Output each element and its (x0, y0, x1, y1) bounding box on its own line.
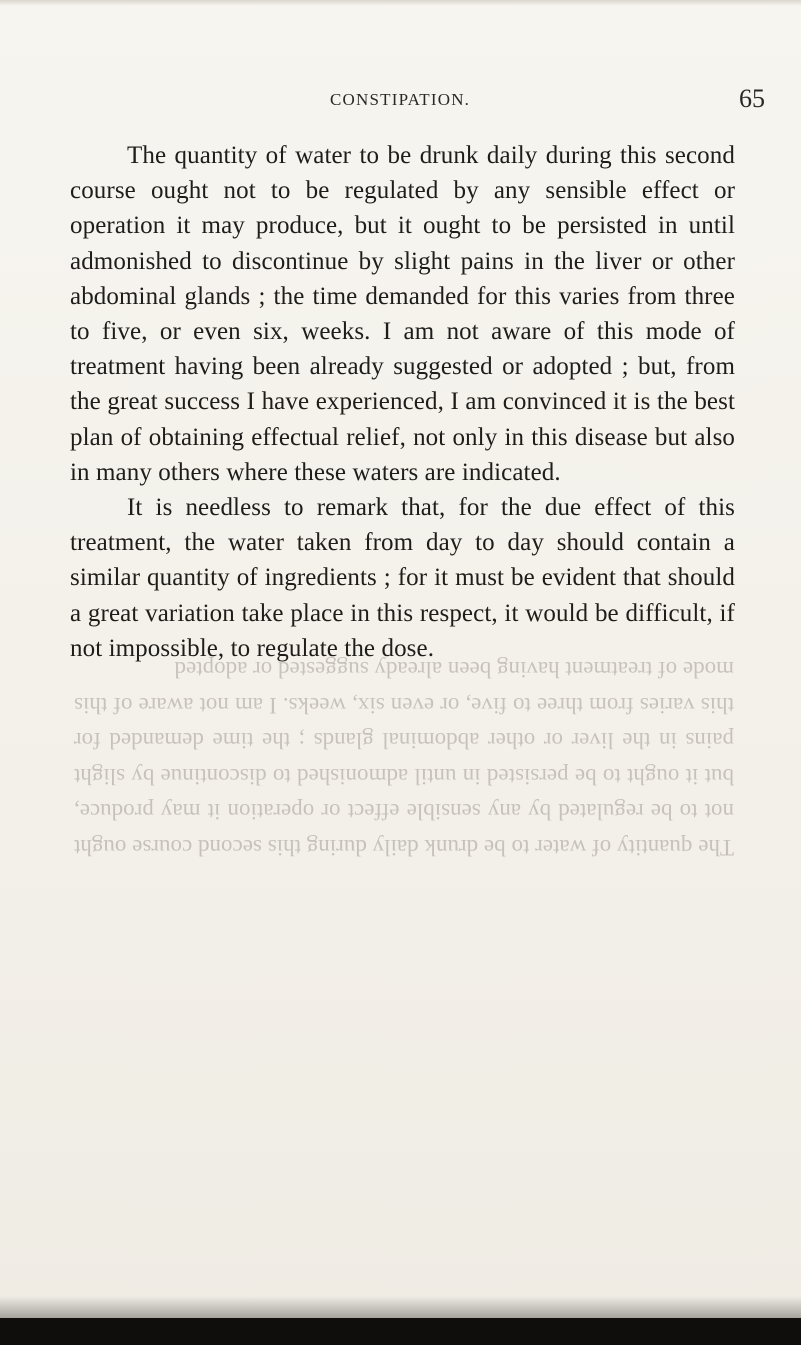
show-through-text: The quantity of water to be drunk daily during this second course ought not to be regulated by any sensible effect or operation it may produce, but it ought to be persisted in until admonished to discontinue by slight pains in the liver or other abdominal glands ; the time demanded for this varies from three to five, or even six, weeks. I am not aware of this mode of treatment having been already suggested or adopted (74, 657, 734, 860)
running-head (0, 84, 801, 120)
page-number: 65 (739, 84, 765, 113)
paragraph: It is needless to remark that, for the due effect of this treatment, the water taken from day to day should contain a similar quantity of ingredients ; for it must be evident that should a great variation take place in this respect, it would be difficult, if not impossible, to regulate the dose. (70, 494, 735, 662)
running-title: CONSTIPATION. (330, 90, 471, 109)
page-bottom-edge (0, 1318, 801, 1345)
page-bottom-shadow (0, 1296, 801, 1318)
body-text (70, 138, 735, 666)
page-top-edge (0, 0, 801, 6)
paragraph: The quantity of water to be drunk daily during this second course ought not to be regulated by any sensible effect or operation it may produce, but it ought to be persisted in until admonished to discontinue by slight pains in the liver or other abdominal glands ; the time demanded for this varies from three to five, or even six, weeks. I am not aware of this mode of treatment having been already suggested or adopted ; but, from the great success I have experienced, I am convinced it is the best plan of obtaining effectual relief, not only in this disease but also in many others where these waters are indicated. (70, 142, 735, 486)
